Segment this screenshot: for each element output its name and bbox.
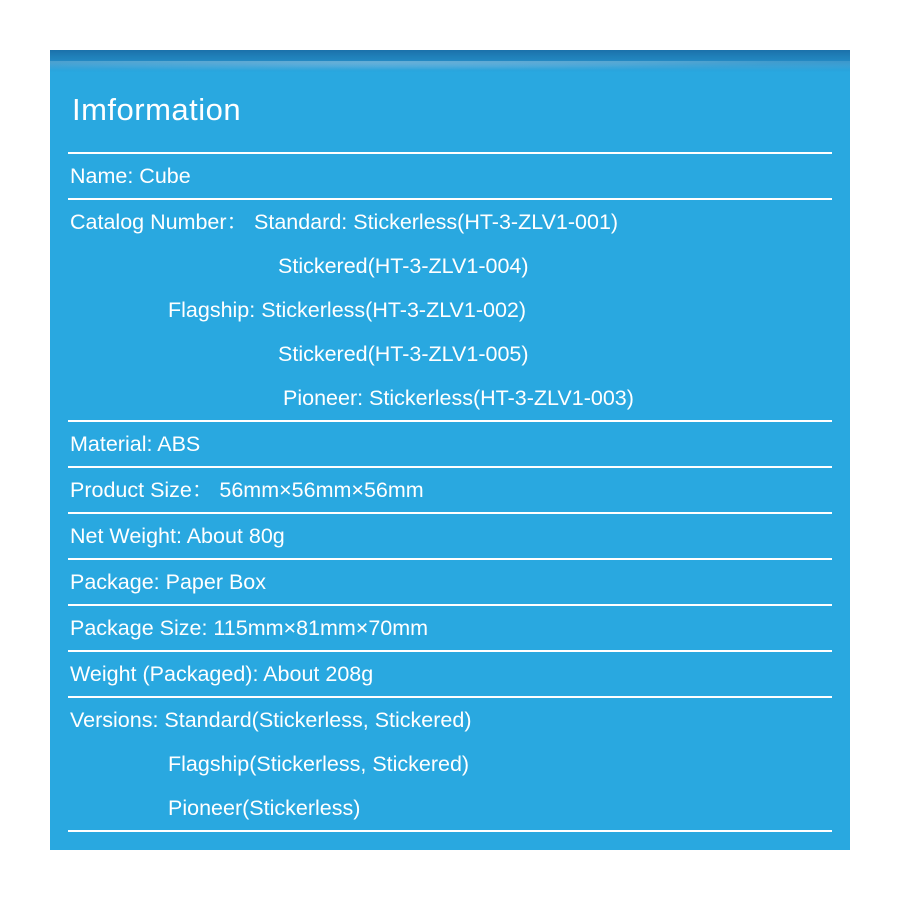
spec-line: Package Size: 115mm×81mm×70mm <box>70 616 429 640</box>
spec-line: Net Weight: About 80g <box>70 524 285 548</box>
spec-line: Stickered(HT-3-ZLV1-004) <box>278 254 529 278</box>
spec-row-material <box>68 420 832 466</box>
spec-line: Package: Paper Box <box>70 570 267 594</box>
spec-row-product-size <box>68 466 832 512</box>
page-title: Imformation <box>72 92 242 127</box>
spec-row-name <box>68 152 832 198</box>
specification-list <box>68 152 832 832</box>
spec-line: Pioneer(Stickerless) <box>168 796 361 820</box>
spec-row-weight-packaged <box>68 650 832 696</box>
spec-line: Stickered(HT-3-ZLV1-005) <box>278 342 529 366</box>
spec-line: Pioneer: Stickerless(HT-3-ZLV1-003) <box>283 386 634 410</box>
spec-line: Name: Cube <box>70 164 191 188</box>
spec-line: Weight (Packaged): About 208g <box>70 662 374 686</box>
spec-line: Flagship: Stickerless(HT-3-ZLV1-002) <box>168 298 527 322</box>
spec-row-versions <box>68 696 832 832</box>
spec-row-package <box>68 558 832 604</box>
spec-line: Catalog Number： Standard: Stickerless(HT-3-ZLV1-001) <box>70 210 619 234</box>
spec-row-catalog-number <box>68 198 832 420</box>
water-texture-band <box>50 50 850 72</box>
spec-line: Versions: Standard(Stickerless, Stickered) <box>70 708 472 732</box>
spec-line: Material: ABS <box>70 432 201 456</box>
spec-line: Product Size： 56mm×56mm×56mm <box>70 478 424 502</box>
information-panel <box>50 50 850 850</box>
spec-row-net-weight <box>68 512 832 558</box>
spec-row-package-size <box>68 604 832 650</box>
spec-line: Flagship(Stickerless, Stickered) <box>168 752 470 776</box>
